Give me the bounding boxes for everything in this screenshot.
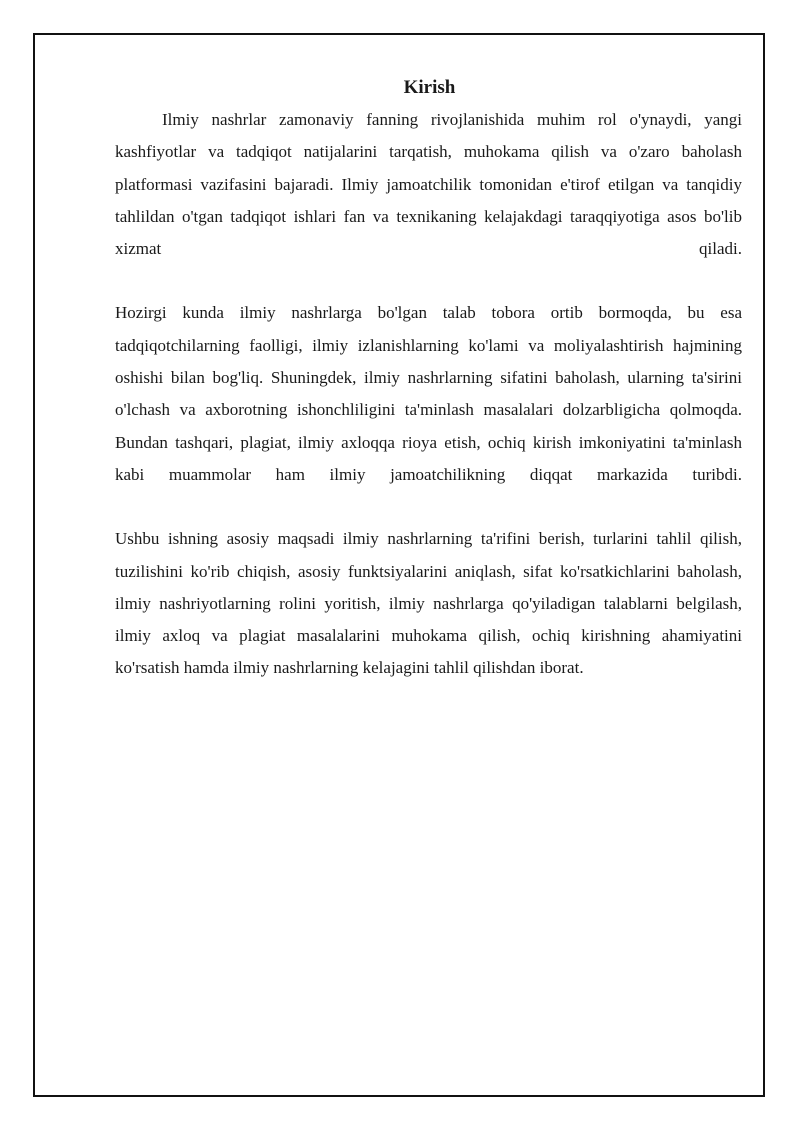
- paragraph-1: Ilmiy nashrlar zamonaviy fanning rivojlanishida muhim rol o'ynaydi, yangi kashfiyotlar va tadqiqot natijalarini tarqatish, muhokama qilish va o'zaro baholash platformasi vazifasini bajaradi. Ilmiy jamoatchilik tomonidan e'tirof etilgan va tanqidiy tahlildan o'tgan tadqiqot ishlari fan va texnikaning kelajakdagi taraqqiyotiga asos bo'lib xizmat qiladi.: [115, 110, 742, 259]
- paragraph-2: Hozirgi kunda ilmiy nashrlarga bo'lgan talab tobora ortib bormoqda, bu esa tadqiqotchilarning faolligi, ilmiy izlanishlarning ko'lami va moliyalashtirish hajmining oshishi bilan bog'liq. Shuningdek, ilmiy nashrlarning sifatini baholash, ularning ta'sirini o'lchash va axborotning ishonchliligini ta'minlash masalalari dolzarbligicha qolmoqda. Bundan tashqari, plagiat, ilmiy axloqqa rioya etish, ochiq kirish imkoniyatini ta'minlash kabi muammolar ham ilmiy jamoatchilikning diqqat markazida turibdi.: [115, 303, 742, 484]
- paragraph-3: Ushbu ishning asosiy maqsadi ilmiy nashrlarning ta'rifini berish, turlarini tahlil qilish, tuzilishini ko'rib chiqish, asosiy funktsiyalarini aniqlash, sifat ko'rsatkichlarini baholash, ilmiy nashriyotlarning rolini yoritish, ilmiy nashrlarga qo'yiladigan talablarni belgilash, ilmiy axloq va plagiat masalalarini muhokama qilish, ochiq kirishning ahamiyatini ko'rsatish hamda ilmiy nashrlarning kelajagini tahlil qilishdan iborat.: [115, 529, 742, 678]
- document-body: [115, 72, 742, 685]
- page-title: Kirish: [403, 77, 456, 98]
- paragraph-gap: [115, 491, 742, 523]
- paragraph-gap: [115, 265, 742, 297]
